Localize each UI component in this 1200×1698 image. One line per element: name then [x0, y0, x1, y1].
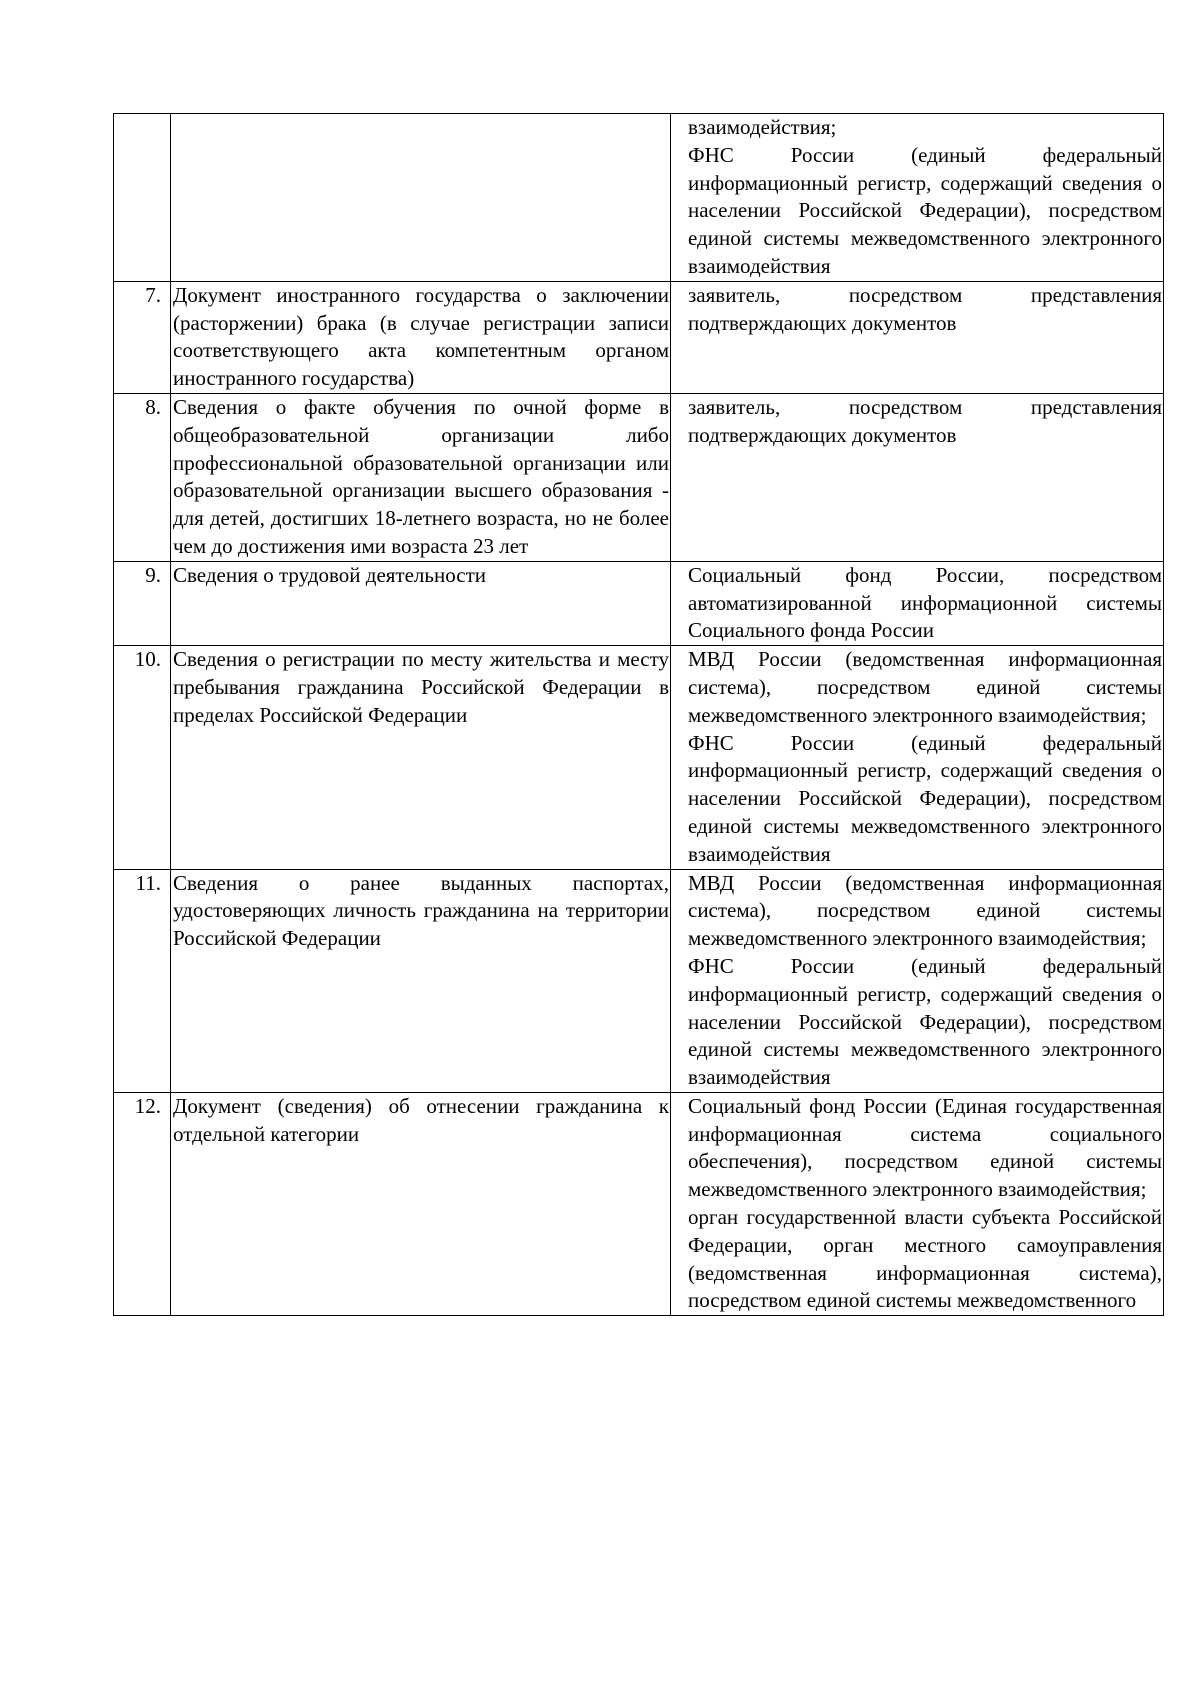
document-name [171, 646, 671, 869]
document-name [171, 1092, 671, 1315]
document-name-text: Документ иностранного государства о заключении (расторжении) брака (в случае регистрации записи соответствующего акта компетентным органом иностранного государства) [173, 282, 669, 391]
document-source [671, 1092, 1164, 1315]
source-paragraph: заявитель, посредством представления подтверждающих документов [688, 282, 1162, 335]
document-name-text: Сведения о факте обучения по очной форме в общеобразовательной организации либо профессиональной образовательной организации или образовательной организации высшего образования - для детей, достигших 18-летнего возраста, но не более чем до достижения ими возраста 23 лет [173, 394, 669, 558]
row-number [114, 114, 171, 282]
document-name [171, 393, 671, 561]
source-paragraph: МВД России (ведомственная информационная система), посредством единой системы межведомственного электронного взаимодействия; [688, 647, 1162, 727]
document-name-text: Сведения о регистрации по месту жительства и месту пребывания гражданина Российской Федерации в пределах Российской Федерации [173, 647, 669, 727]
table-row [114, 646, 1164, 869]
table-body [114, 114, 1164, 1316]
row-number: 9. [114, 561, 171, 645]
source-paragraph: Социальный фонд России (Единая государственная информационная система социального обеспечения), посредством единой системы межведомственного электронного взаимодействия; [688, 1093, 1162, 1202]
documents-table [113, 113, 1164, 1316]
source-paragraph: ФНС России (единый федеральный информационный регистр, содержащий сведения о населении Российской Федерации), посредством единой системы межведомственного электронного взаимодействия [688, 953, 1162, 1090]
document-name [171, 561, 671, 645]
table-row [114, 1092, 1164, 1315]
source-paragraph: МВД России (ведомственная информационная система), посредством единой системы межведомственного электронного взаимодействия; [688, 870, 1162, 951]
table-row [114, 393, 1164, 561]
table-row [114, 281, 1164, 393]
table-row [114, 561, 1164, 645]
document-name-text: Сведения о ранее выданных паспортах, удостоверяющих личность гражданина на территории Российской Федерации [173, 870, 669, 951]
row-number: 12. [114, 1092, 171, 1315]
document-name [171, 114, 671, 282]
row-number: 10. [114, 646, 171, 869]
row-number: 8. [114, 393, 171, 561]
document-source [671, 561, 1164, 645]
document-source [671, 114, 1164, 282]
source-paragraph: Социальный фонд России, посредством автоматизированной информационной системы Социального фонда России [688, 562, 1162, 643]
source-paragraph: ФНС России (единый федеральный информационный регистр, содержащий сведения о населении Российской Федерации), посредством единой системы межведомственного электронного взаимодействия [688, 730, 1162, 866]
source-paragraph: орган государственной власти субъекта Российской Федерации, орган местного самоуправления (ведомственная информационная система), посредством единой системы межведомственного [688, 1205, 1162, 1313]
source-paragraph: ФНС России (единый федеральный информационный регистр, содержащий сведения о населении Российской Федерации), посредством единой системы межведомственного электронного взаимодействия [688, 142, 1162, 278]
row-number: 11. [114, 869, 171, 1092]
document-name [171, 281, 671, 393]
document-source [671, 869, 1164, 1092]
document-source [671, 281, 1164, 393]
document-name-text: Документ (сведения) об отнесении гражданина к отдельной категории [173, 1093, 669, 1146]
document-name [171, 869, 671, 1092]
table-row [114, 114, 1164, 282]
document-name-text: Сведения о трудовой деятельности [173, 562, 486, 587]
row-number: 7. [114, 281, 171, 393]
source-paragraph: заявитель, посредством представления подтверждающих документов [688, 394, 1162, 447]
document-source [671, 393, 1164, 561]
source-paragraph: взаимодействия; [688, 115, 837, 139]
document-source [671, 646, 1164, 869]
table-row [114, 869, 1164, 1092]
